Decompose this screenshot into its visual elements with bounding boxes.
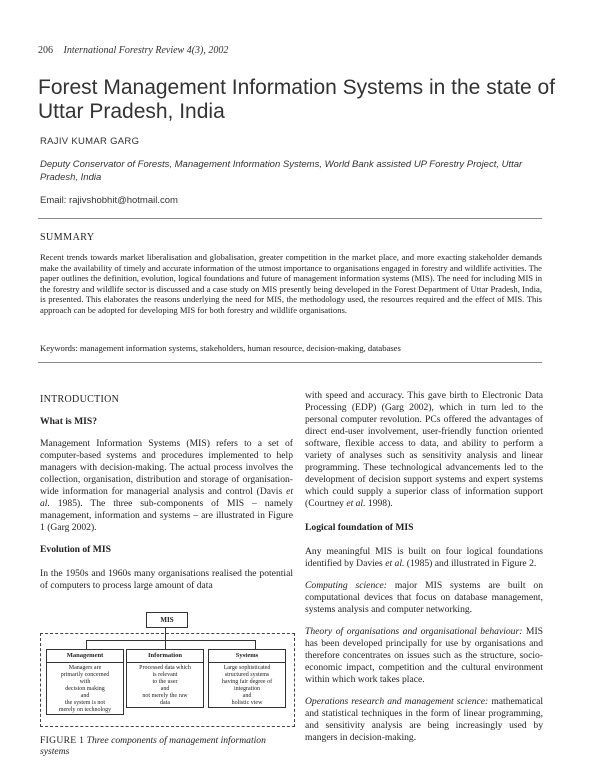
figure-connector-middle [165,640,166,649]
figure-box-systems [208,649,286,708]
summary-heading: SUMMARY [40,232,95,243]
figure-connector-right [255,640,256,649]
figure-box-body: Managers are primarily concerned with decision making and the system is not merely on technology [58,665,112,713]
figure-box-information [126,649,204,708]
introduction-heading: INTRODUCTION [40,394,120,405]
logical-foundation-paragraph: Any meaningful MIS is built on four logical foundations identified by Davies et al. (1985) and illustrated in Figure 2. [305,546,543,569]
author-email: Email: rajivshobhit@hotmail.com [40,195,178,206]
article-title: Forest Management Information Systems in the state of Uttar Pradesh, India [38,76,556,123]
summary-body: Recent trends towards market liberalisation and globalisation, greater competition in the market place, and more exacting stakeholder demands make the availability of timely and accurate information of the utmost importance to organisations engaged in forestry and wildlife activities. The paper outlines the definition, evolution, logical foundations and future of management information systems (MIS). The need for including MIS in the forestry and wildlife sector is discussed and a case study on MIS presently being developed in the Forest Department of Uttar Pradesh, India, is presented. This elaborates the reasons underlying the need for MIS, the methodology used, the resources required and the effect of MIS. This approach can be adopted for developing MIS for both forestry and wildlife organisations. [40,252,542,315]
figure-box-title: Management [47,650,123,663]
figure-box-title: Systems [209,650,285,663]
figure-connector-stem [165,626,166,640]
figure-mis-box: MIS [146,612,188,628]
figure-connector-bar [86,640,256,641]
edp-paragraph: with speed and accuracy. This gave birth to Electronic Data Processing (EDP) (Garg 2002), which in turn led to the personal computer revolution. PCs offered the advantages of direct end-user involvement, user-friendly function oriented software, flexible access to data, and ability to perform a variety of analyses such as sensitivity analysis and linear programming. These technological advancements led to the development of decision support systems and expert systems which could supply a superior class of information support (Courtney et al. 1998). [305,390,543,509]
what-is-mis-heading: What is MIS? [40,416,98,427]
author-affiliation: Deputy Conservator of Forests, Management Information Systems, World Bank assisted UP Forestry Project, Uttar Pradesh, India [40,159,523,183]
journal-citation: International Forestry Review 4(3), 2002 [63,45,229,56]
figure-box-title: Information [127,650,203,663]
figure-box-body: Large sophisticated structured systems having fair degree of integration and holistic view [221,665,273,706]
figure-box-body: Processed data which is relevant to the user and not merely the raw data [139,665,191,706]
right-column [305,390,543,744]
divider-top [38,218,542,219]
what-is-mis-paragraph: Management Information Systems (MIS) refers to a set of computer-based systems and procedures implemented to help managers with decision-making. The actual process involves the collection, organisation, distribution and storage of organisation-wide information for managerial analysis and control (Davis et al. 1985). The three sub-components of MIS – namely management, information and systems – are illustrated in Figure 1 (Garg 2002). [40,438,293,533]
operations-research-paragraph: Operations research and management science: mathematical and statistical techniques in the form of linear programming, and sensitivity analysis are being increasingly used by mangers in decision-making. [305,696,543,743]
divider-bottom [38,362,542,363]
running-header [38,45,228,56]
figure-caption-text: Three components of management information systems [40,735,266,757]
figure-caption-label: FIGURE 1 [40,735,85,746]
evolution-paragraph: In the 1950s and 1960s many organisations realised the potential of computers to process large amount of data [40,568,293,591]
computing-science-paragraph: Computing science: major MIS systems are built on computational devices that focus on database management, systems analysis and computer networking. [305,580,543,615]
keywords: Keywords: management information systems, stakeholders, human resource, decision-making, databases [40,343,401,353]
page-number: 206 [38,45,53,56]
figure-caption [40,735,293,757]
organisation-theory-paragraph: Theory of organisations and organisational behaviour: MIS has been developed principally for use by organisations and therefore concentrates on issues such as the structure, socio-economic impact, competition and the cultural environment within which work takes place. [305,626,543,685]
author-name: RAJIV KUMAR GARG [40,136,140,147]
logical-foundation-heading: Logical foundation of MIS [305,522,414,533]
figure-box-management [46,649,124,715]
left-column [40,394,293,592]
figure-connector-left [86,640,87,649]
evolution-heading: Evolution of MIS [40,544,111,555]
